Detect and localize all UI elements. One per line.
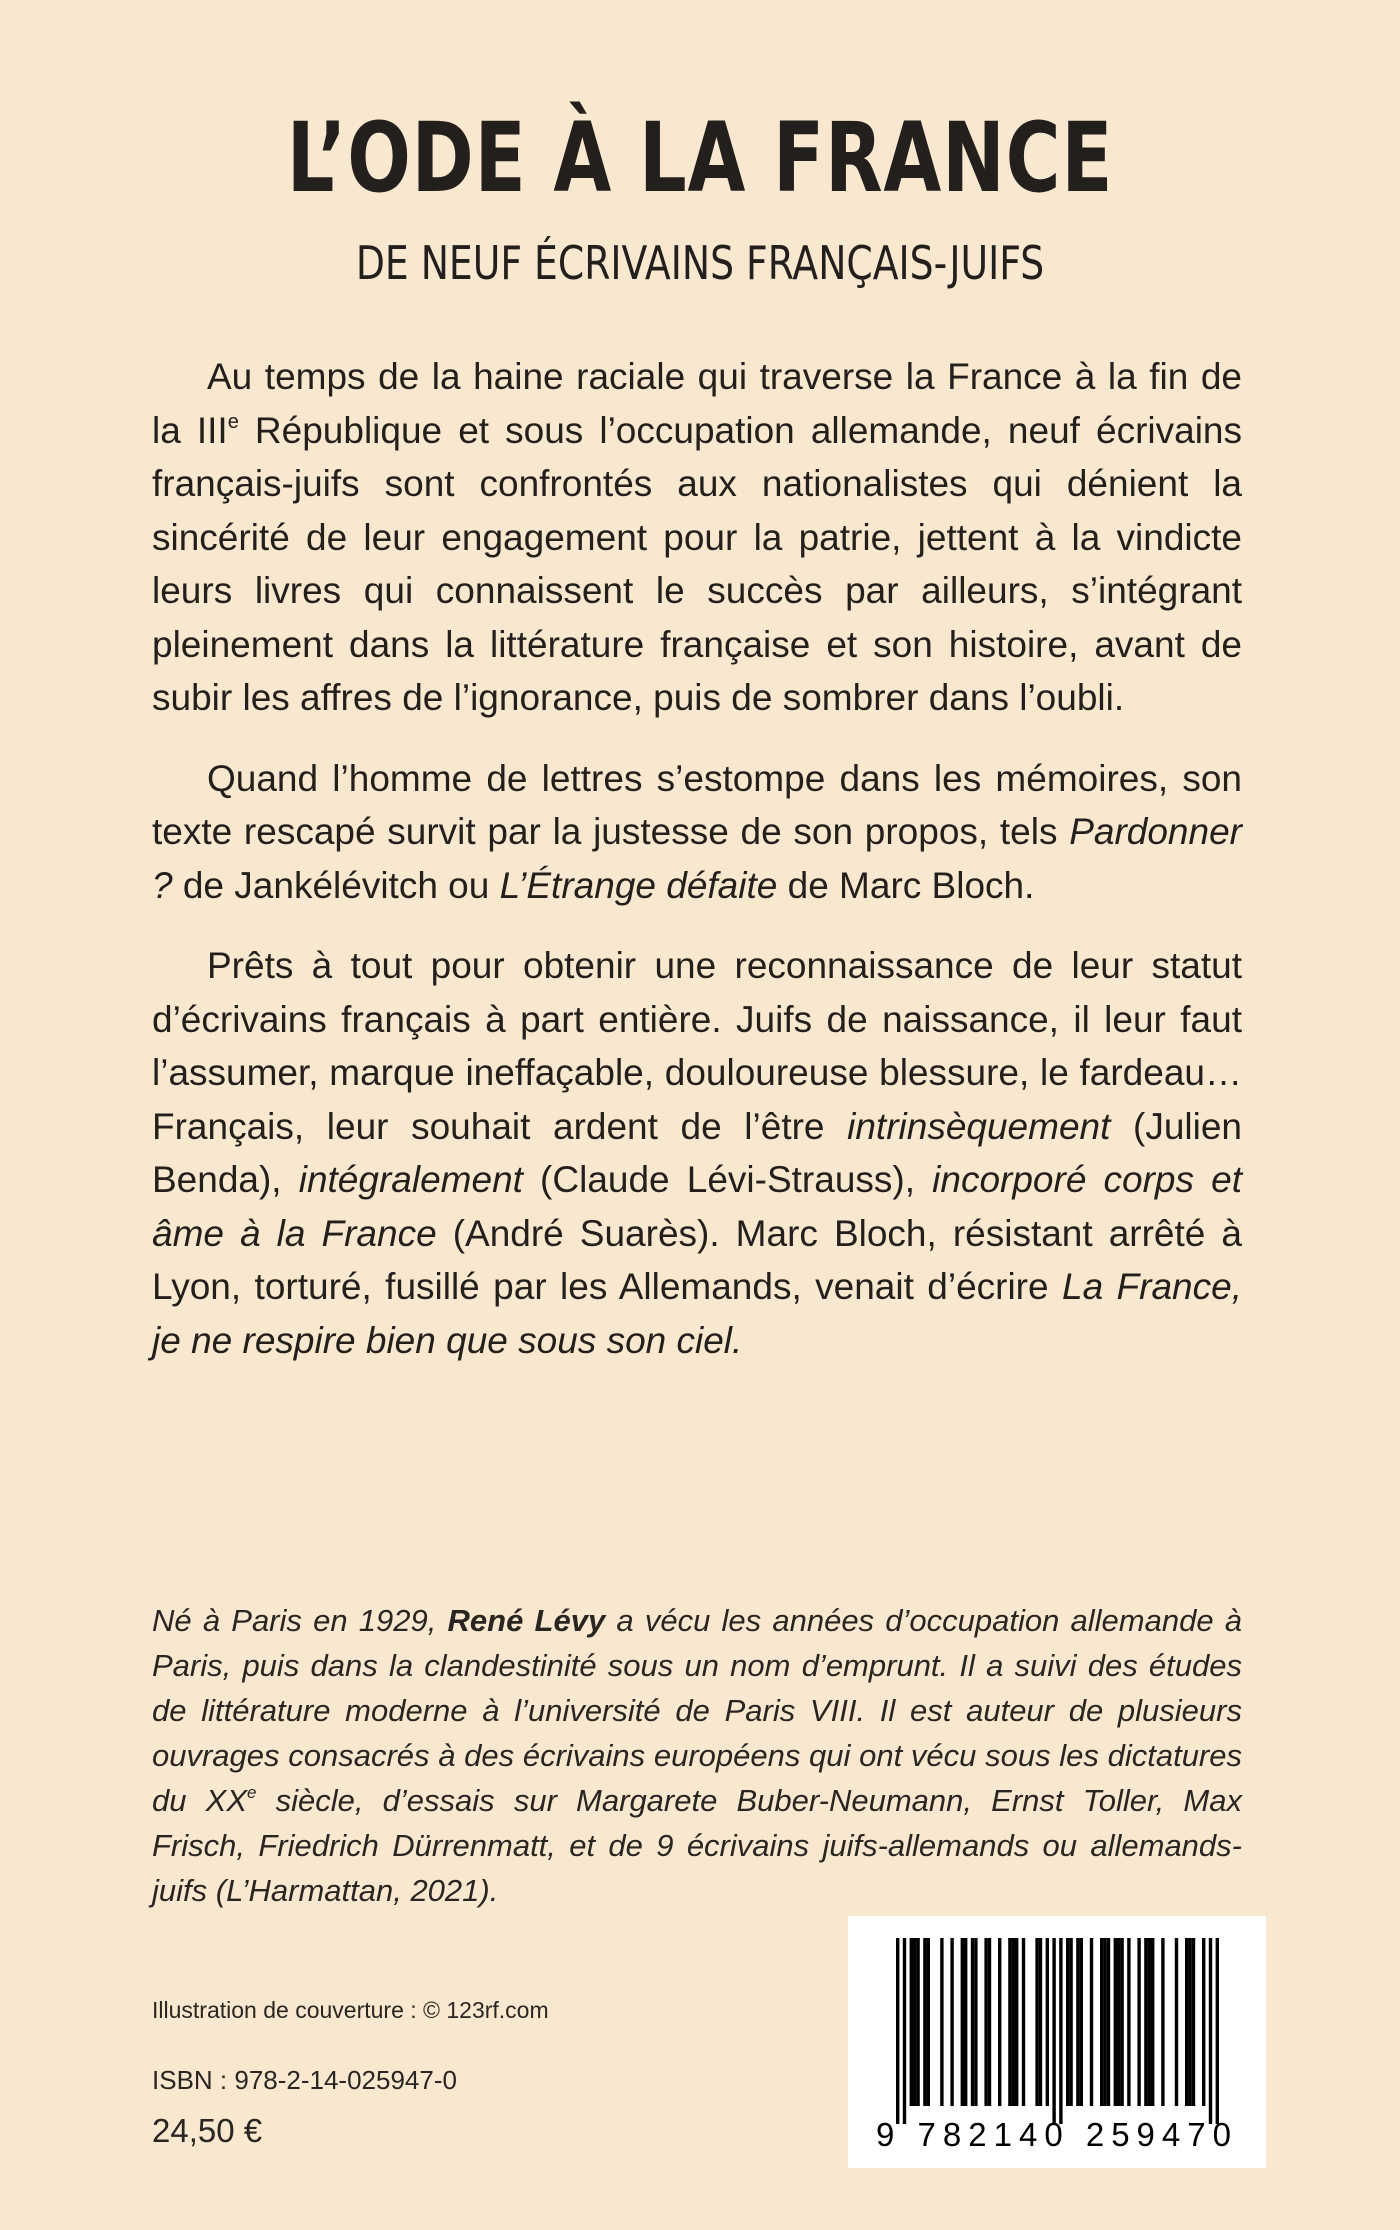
barcode-bar bbox=[1066, 1938, 1069, 2106]
barcode-bar bbox=[1188, 1938, 1191, 2106]
barcode-bar bbox=[1137, 1938, 1140, 2106]
barcode-bar bbox=[1022, 1938, 1025, 2106]
barcode-bar bbox=[1185, 1938, 1188, 2106]
barcode-bar bbox=[923, 1938, 926, 2106]
isbn: ISBN : 978-2-14-025947-0 bbox=[152, 2065, 457, 2095]
barcode-bar bbox=[971, 1938, 974, 2106]
barcode-bar bbox=[1175, 1938, 1178, 2106]
barcode-bar bbox=[903, 1938, 906, 2124]
barcode-bar bbox=[1202, 1938, 1205, 2106]
barcode-bar bbox=[1117, 1938, 1120, 2106]
barcode-bar bbox=[974, 1938, 977, 2106]
barcode-bar bbox=[1035, 1938, 1038, 2106]
price: 24,50 € bbox=[152, 2112, 263, 2149]
barcode-number: 9 782140 259470 bbox=[876, 2116, 1238, 2153]
publication-credits bbox=[152, 1995, 752, 2149]
barcode-bar bbox=[1076, 1938, 1079, 2106]
barcode-bar bbox=[998, 1938, 1001, 2106]
barcode-bar bbox=[1052, 1938, 1055, 2124]
barcode-bar bbox=[1039, 1938, 1042, 2106]
barcode-bar bbox=[940, 1938, 943, 2106]
barcode-bar bbox=[1148, 1938, 1151, 2106]
synopsis-paragraph-1: Au temps de la haine raciale qui traverse la France à la fin de la IIIe République et sous l’occupation allemande, neuf écrivains français-juifs sont confrontés aux nationalistes qui dénient la sincérité de leur engagement pour la patrie, jettent à la vindicte leurs livres qui connaissent le succès par ailleurs, s’intégrant pleinement dans la littérature française et son histoire, avant de subir les affres de l’ignorance, puis de sombrer dans l’oubli. bbox=[152, 356, 1242, 718]
illustration-credit: Illustration de couverture : © 123rf.com bbox=[152, 1997, 549, 2023]
barcode-bar bbox=[964, 1938, 967, 2106]
barcode-bar bbox=[1216, 1938, 1219, 2124]
barcode-bar bbox=[1046, 1938, 1049, 2106]
author-name: René Lévy bbox=[447, 1603, 606, 1638]
synopsis-paragraph-2: Quand l’homme de lettres s’estompe dans les mémoires, son texte rescapé survit par la justesse de son propos, tels Pardonner ? de Jankélévitch ou L’Étrange défaite de Marc Bloch. bbox=[152, 757, 1242, 906]
barcode-bar bbox=[961, 1938, 964, 2106]
barcode bbox=[848, 1916, 1266, 2168]
book-subtitle: DE NEUF ÉCRIVAINS FRANÇAIS-JUIFS bbox=[355, 236, 1045, 290]
barcode-bar bbox=[1069, 1938, 1072, 2106]
barcode-bar bbox=[1192, 1938, 1195, 2106]
barcode-bar bbox=[1015, 1938, 1018, 2106]
barcode-bar bbox=[1059, 1938, 1062, 2124]
barcode-bar bbox=[1114, 1938, 1117, 2106]
barcode-bar bbox=[927, 1938, 930, 2106]
barcode-bar bbox=[916, 1938, 919, 2106]
synopsis-paragraph-3: Prêts à tout pour obtenir une reconnaissance de leur statut d’écrivains français à part entière. Juifs de naissance, il leur faut l’assumer, marque ineffaçable, douloureuse blessure, le fardeau… Français, leur souhait ardent de l’être intrinsèquement (Julien Benda), intégralement (Claude Lévi-Strauss), incorporé corps et âme à la France (André Suarès). Marc Bloch, résistant arrêté à Lyon, torturé, fusillé par les Allemands, venait d’écrire La France, je ne respire bien que sous son ciel. bbox=[152, 945, 1242, 1361]
barcode-bar bbox=[1161, 1938, 1164, 2106]
barcode-bar bbox=[1127, 1938, 1130, 2106]
barcode-bar bbox=[896, 1938, 899, 2124]
barcode-bar bbox=[1090, 1938, 1093, 2106]
barcode-bar bbox=[988, 1938, 991, 2106]
barcode-bar bbox=[913, 1938, 916, 2106]
barcode-bar bbox=[950, 1938, 953, 2106]
barcode-bar bbox=[1120, 1938, 1123, 2106]
barcode-bar bbox=[1100, 1938, 1103, 2106]
book-title: L’ODE À LA FRANCE bbox=[286, 102, 1114, 214]
barcode-bar bbox=[1103, 1938, 1106, 2106]
barcode-bar bbox=[1012, 1938, 1015, 2106]
barcode-bar bbox=[1151, 1938, 1154, 2106]
synopsis bbox=[152, 350, 1242, 1394]
barcode-bar bbox=[910, 1938, 913, 2106]
barcode-bar bbox=[1144, 1938, 1147, 2106]
author-bio: Né à Paris en 1929, René Lévy a vécu les années d’occupation allemande à Paris, puis dans la clandestinité sous un nom d’emprunt. Il a suivi des études de littérature moderne à l’université de Paris VIII. Il est auteur de plusieurs ouvrages consacrés à des écrivains européens qui ont vécu sous les dictatures du XXe siècle, d’essais sur Margarete Buber-Neumann, Ernst Toller, Max Frisch, Friedrich Dürrenmatt, et de 9 écrivains juifs-allemands ou allemands-juifs (L’Harmattan, 2021). bbox=[152, 1603, 1243, 1908]
barcode-bar bbox=[1107, 1938, 1110, 2106]
barcode-bar bbox=[1008, 1938, 1011, 2106]
barcode-bar bbox=[984, 1938, 987, 2106]
barcode-bar bbox=[1209, 1938, 1212, 2124]
barcode-bar bbox=[1080, 1938, 1083, 2106]
